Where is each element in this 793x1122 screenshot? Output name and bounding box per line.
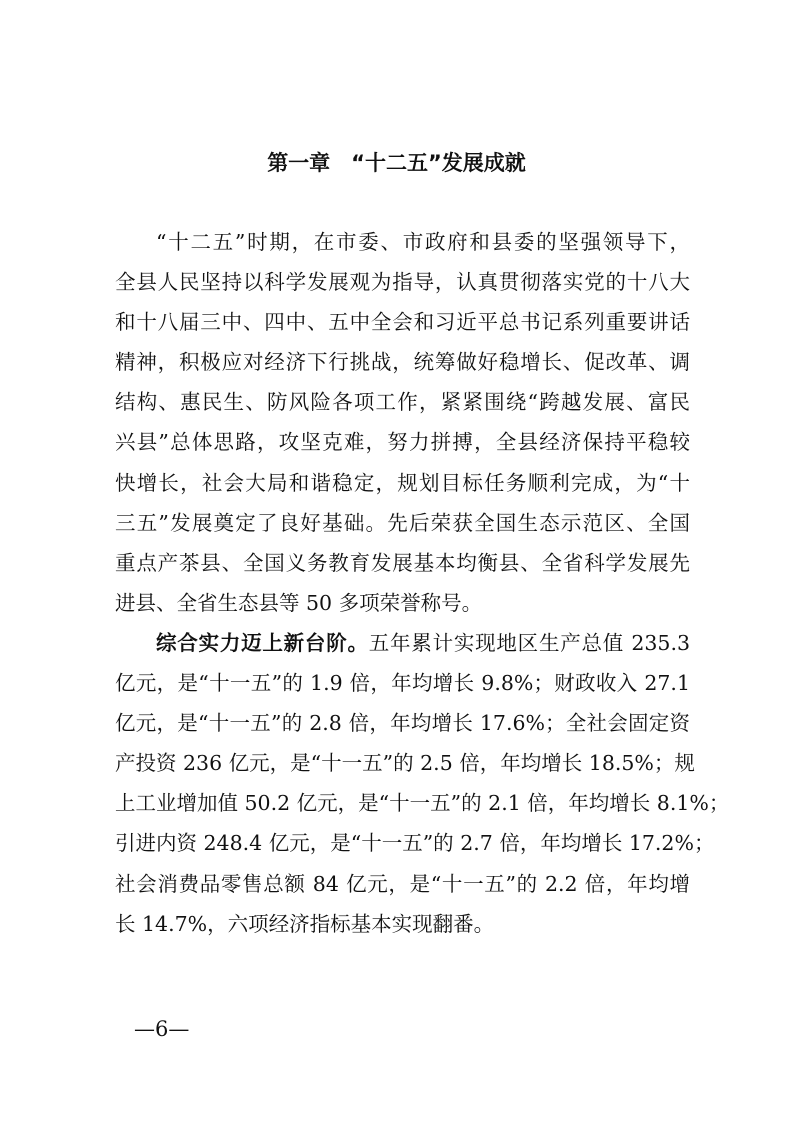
paragraph-line: 产投资 236 亿元，是“十一五”的 2.5 倍，年均增长 18.5%；规 bbox=[115, 751, 695, 776]
chapter-title: 第一章 “十二五”发展成就 bbox=[267, 151, 526, 175]
body-text bbox=[115, 222, 730, 944]
paragraph-line: “十二五”时期，在市委、市政府和县委的坚强领导下， bbox=[156, 230, 690, 254]
paragraph-line: 亿元，是“十一五”的 1.9 倍，年均增长 9.8%；财政收入 27.1 bbox=[115, 671, 690, 696]
paragraph-lead-heading: 综合实力迈上新台阶。 bbox=[156, 630, 369, 655]
paragraph-line: 结构、惠民生、防风险各项工作，紧紧围绕“跨越发展、富民 bbox=[115, 390, 690, 415]
paragraph-line bbox=[115, 623, 690, 663]
paragraph-line: 三五”发展奠定了良好基础。先后荣获全国生态示范区、全国 bbox=[115, 510, 690, 535]
paragraph-line: 和十八届三中、四中、五中全会和习近平总书记系列重要讲话 bbox=[115, 310, 690, 335]
paragraph-line: 长 14.7%，六项经济指标基本实现翻番。 bbox=[115, 911, 495, 936]
paragraph-development-overview bbox=[115, 222, 690, 623]
paragraph-line: 社会消费品零售总额 84 亿元，是“十一五”的 2.2 倍，年均增 bbox=[115, 871, 690, 896]
paragraph-line-text: 五年累计实现地区生产总值 235.3 bbox=[368, 630, 691, 655]
page-number: —6— bbox=[134, 1017, 190, 1041]
paragraph-line: 兴县”总体思路，攻坚克难，努力拼搏，全县经济保持平稳较 bbox=[115, 430, 690, 455]
paragraph-line: 亿元，是“十一五”的 2.8 倍，年均增长 17.6%；全社会固定资 bbox=[115, 711, 690, 736]
paragraph-line: 进县、全省生态县等 50 多项荣誉称号。 bbox=[115, 590, 483, 615]
paragraph-line: 重点产茶县、全国义务教育发展基本均衡县、全省科学发展先 bbox=[115, 550, 690, 575]
paragraph-line: 引进内资 248.4 亿元，是“十一五”的 2.7 倍，年均增长 17.2%； bbox=[115, 831, 715, 856]
paragraph-line: 快增长，社会大局和谐稳定，规划目标任务顺利完成，为“十 bbox=[115, 470, 690, 495]
paragraph-line: 精神，积极应对经济下行挑战，统筹做好稳增长、促改革、调 bbox=[115, 350, 690, 375]
paragraph-economic-strength bbox=[115, 623, 730, 944]
paragraph-line: 全县人民坚持以科学发展观为指导，认真贯彻落实党的十八大 bbox=[115, 270, 690, 295]
paragraph-line: 上工业增加值 50.2 亿元，是“十一五”的 2.1 倍，年均增长 8.1%； bbox=[115, 791, 730, 816]
